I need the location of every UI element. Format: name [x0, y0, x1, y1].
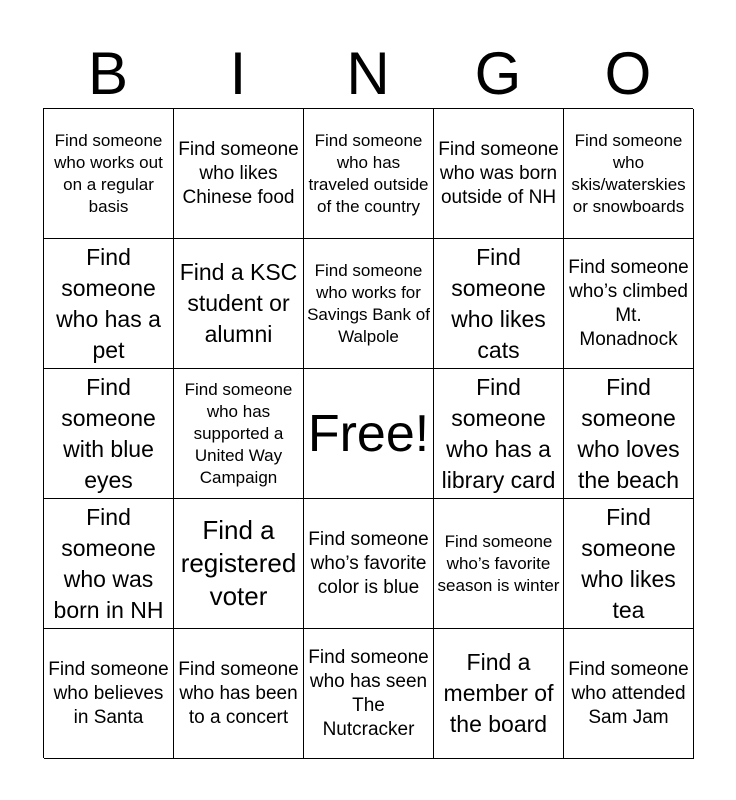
cell-text: Find someone who’s climbed Mt. Monadnock [568, 256, 689, 350]
cell-text: Free! [307, 404, 430, 463]
cell-text: Find someone who skis/waterskies or snowboards [571, 130, 686, 216]
bingo-grid [43, 108, 693, 758]
bingo-cell [304, 499, 434, 629]
cell-text: Find someone who loves the beach [577, 373, 680, 493]
bingo-cell [304, 629, 434, 759]
cell-text: Find someone who attended Sam Jam [568, 658, 689, 728]
cell-text: Find someone who has supported a United Way Campaign [184, 379, 293, 487]
bingo-cell [174, 239, 304, 369]
cell-text: Find someone who works for Savings Bank of Walpole [307, 260, 430, 346]
bingo-cell [564, 369, 694, 499]
cell-text: Find a KSC student or alumni [179, 259, 298, 347]
bingo-cell [174, 369, 304, 499]
bingo-header [43, 40, 693, 108]
bingo-cell [434, 499, 564, 629]
bingo-cell [564, 239, 694, 369]
cell-text: Find someone who believes in Santa [48, 658, 169, 728]
bingo-cell [434, 109, 564, 239]
cell-text: Find a member of the board [443, 649, 554, 737]
cell-text: Find someone who likes tea [581, 503, 676, 623]
cell-text: Find someone who likes cats [451, 243, 546, 363]
bingo-cell [564, 629, 694, 759]
header-letter-i: I [229, 40, 247, 107]
bingo-cell [564, 109, 694, 239]
bingo-cell [44, 499, 174, 629]
bingo-cell [434, 239, 564, 369]
bingo-cell [564, 499, 694, 629]
cell-text: Find someone who has a library card [441, 373, 556, 493]
cell-text: Find someone who’s favorite color is blue [308, 528, 429, 598]
header-letter-o: O [604, 40, 652, 107]
bingo-cell [434, 629, 564, 759]
cell-text: Find someone who has seen The Nutcracker [308, 646, 429, 740]
cell-text: Find someone who was born outside of NH [438, 138, 559, 208]
cell-text: Find someone with blue eyes [61, 373, 156, 493]
header-letter-b: B [87, 40, 129, 107]
cell-text: Find someone who has traveled outside of the country [308, 130, 429, 216]
bingo-cell [174, 499, 304, 629]
bingo-cell [434, 369, 564, 499]
bingo-cell [44, 239, 174, 369]
bingo-cell [174, 109, 304, 239]
cell-text: Find someone who likes Chinese food [178, 138, 299, 208]
header-letter-g: G [474, 40, 522, 107]
cell-text: Find someone who’s favorite season is winter [437, 531, 560, 595]
bingo-cell [304, 109, 434, 239]
cell-text: Find someone who works out on a regular basis [54, 130, 163, 216]
cell-text: Find someone who has a pet [56, 243, 161, 363]
bingo-cell [44, 369, 174, 499]
free-space [304, 369, 434, 499]
cell-text: Find someone who was born in NH [53, 503, 164, 623]
cell-text: Find a registered voter [180, 515, 297, 611]
header-letter-n: N [346, 40, 390, 107]
bingo-cell [44, 629, 174, 759]
bingo-cell [304, 239, 434, 369]
cell-text: Find someone who has been to a concert [178, 658, 299, 728]
bingo-cell [174, 629, 304, 759]
bingo-cell [44, 109, 174, 239]
